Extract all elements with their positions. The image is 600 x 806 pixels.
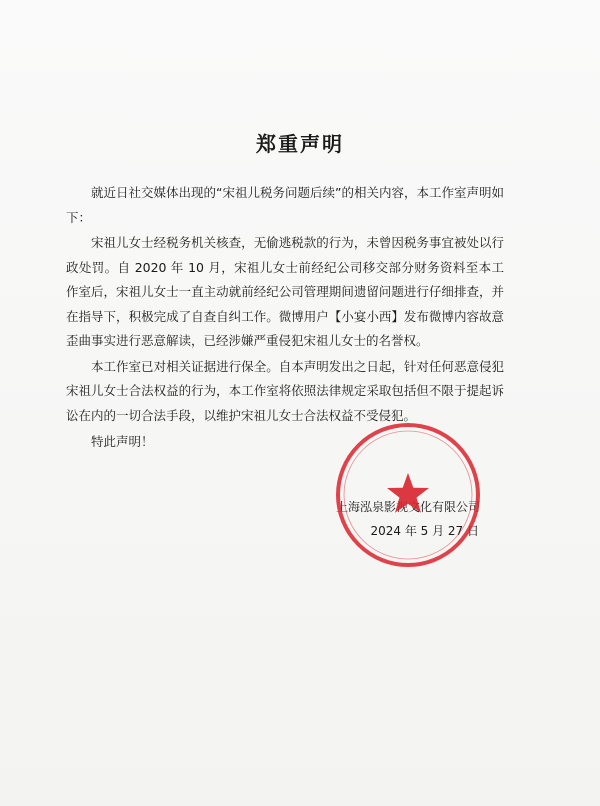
document-body bbox=[66, 181, 504, 429]
paragraph-tax-statement: 宋祖儿女士经税务机关核查，无偷逃税款的行为，未曾因税务事宜被处以行政处罚。自 2020 年 10 月，宋祖儿女士前经纪公司移交部分财务资料至本工作室后，宋祖儿女士一直主动就前经纪公司管理期间遗留问题进行仔细排查，并在指导下，积极完成了自查自纠工作。微博用户【小宴小西】发布微博内容故意歪曲事实进行恶意解读，已经涉嫌严重侵犯宋祖儿女士的名誉权。 bbox=[66, 235, 504, 348]
paragraph-legal-action: 本工作室已对相关证据进行保全。自本声明发出之日起，针对任何恶意侵犯宋祖儿女士合法权益的行为，本工作室将依照法律规定采取包括但不限于提起诉讼在内的一切合法手段，以维护宋祖儿女士合法权益不受侵犯。 bbox=[66, 358, 504, 423]
paragraph-intro: 就近日社交媒体出现的“宋祖儿税务问题后续”的相关内容，本工作室声明如下： bbox=[66, 185, 504, 225]
document-title: 郑重声明 bbox=[256, 132, 344, 156]
seal-star-icon bbox=[387, 473, 429, 513]
closing-remark: 特此声明！ bbox=[91, 434, 154, 449]
company-signature: 上海泓泉影视文化有限公司 bbox=[335, 500, 480, 514]
signature-date: 2024 年 5 月 27 日 bbox=[370, 524, 479, 538]
company-seal bbox=[333, 420, 483, 570]
